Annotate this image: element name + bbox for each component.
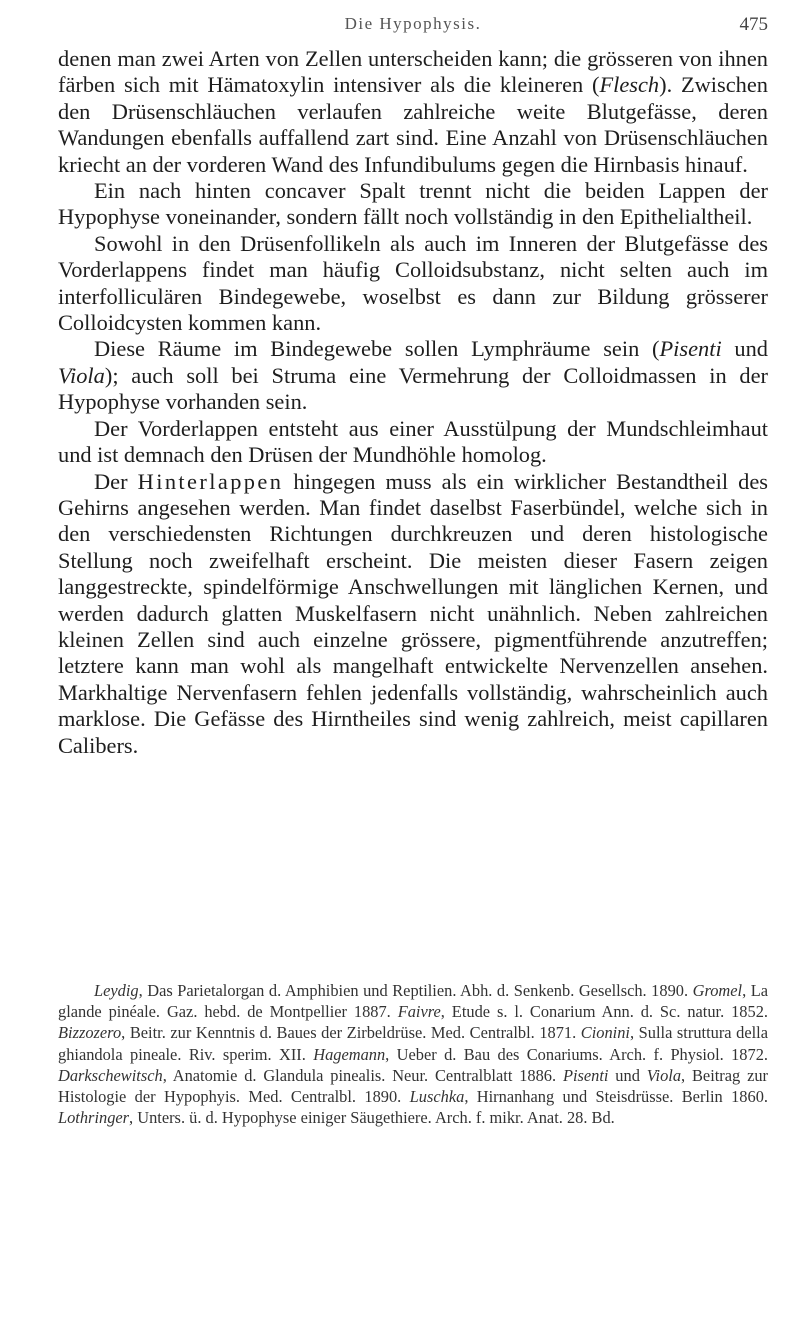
author-name: Pisenti (659, 336, 722, 362)
text-run: , Etude s. l. Conarium Ann. d. Sc. natur. 1852. (440, 1002, 768, 1022)
text-run: , Hirnanhang und Steisdrüsse. Berlin 1860. (464, 1087, 768, 1107)
author-name: Lothringer (58, 1108, 130, 1128)
paragraph-4 (58, 336, 768, 415)
author-name: Cionini (580, 1023, 630, 1043)
paragraph-1 (58, 46, 768, 178)
text-run: denen man zwei Arten von Zellen unterscheiden kann; die grösseren von ihnen färben sich mit Hämatoxylin intensiver als die kleineren ( (58, 46, 768, 98)
author-name: Faivre (397, 1002, 441, 1022)
text-run: Ein nach hinten concaver Spalt trennt nicht die beiden Lappen der Hypophyse voneinander, sondern fällt noch vollständig in den Epithelialtheil. (58, 178, 768, 230)
author-name: Bizzozero (58, 1023, 122, 1043)
author-name: Darkschewitsch (58, 1065, 163, 1085)
author-name: Viola (58, 362, 105, 388)
author-name: Leydig (94, 981, 139, 1000)
text-run: , Unters. ü. d. Hypophyse einiger Säugethiere. Arch. f. mikr. Anat. 28. Bd. (129, 1108, 615, 1128)
text-run: , Ueber d. Bau des Conariums. Arch. f. Physiol. 1872. (385, 1044, 768, 1064)
page-number: 475 (739, 14, 768, 35)
text-run: hingegen muss als ein wirklicher Bestandtheil des Gehirns angesehen werden. Man findet daselbst Faserbündel, welche sich in den verschiedensten Richtungen durchkreuzen und deren histologische Stellung noch zweifelhaft erscheint. Die meisten dieser Fasern zeigen langgestreckte, spindelförmige Anschwellungen mit länglichen Kernen, und werden dadurch glatten Muskelfasern nicht unähnlich. Neben zahlreichen kleinen Zellen sind auch einzelne grössere, pigmentführende anzutreffen; letztere kann man wohl als mangelhaft entwickelte Nervenzellen ansehen. Markhaltige Nervenfasern fehlen jedenfalls vollständig, wahrscheinlich auch marklose. Die Gefässe des Hirntheiles sind wenig zahlreich, meist capillaren Calibers. (58, 468, 768, 758)
text-run: Diese Räume im Bindegewebe sollen Lymphräume sein ( (94, 336, 660, 362)
text-run: und (608, 1065, 647, 1085)
author-name: Luschka (409, 1087, 465, 1107)
references-footnote (58, 980, 768, 1128)
text-run: , Anatomie d. Glandula pinealis. Neur. Centralblatt 1886. (162, 1065, 563, 1085)
text-run: ). Zwischen den Drüsenschläuchen verlaufen zahlreiche weite Blutgefässe, deren Wandungen ebenfalls auffallend zart sind. Eine Anzahl von Drüsenschläuchen kriecht an der vorderen Wand des Infundibulums gegen die Hirnbasis hinauf. (58, 72, 768, 177)
page-header (58, 14, 768, 42)
author-name: Pisenti (562, 1065, 609, 1085)
text-run: , Sulla struttura della ghiandola pineale. Riv. sperim. XII. (58, 1023, 768, 1064)
text-run: Der (94, 468, 138, 494)
body-text (58, 46, 768, 759)
text-run: , Beitr. zur Kenntnis d. Baues der Zirbeldrüse. Med. Centralbl. 1871. (121, 1023, 581, 1043)
author-name: Flesch (599, 72, 660, 98)
text-run: ); auch soll bei Struma eine Vermehrung der Colloidmassen in der Hypophyse vorhanden sein. (58, 362, 768, 415)
paragraph-2 (58, 178, 768, 231)
paragraph-5 (58, 416, 768, 469)
paragraph-3 (58, 231, 768, 337)
text-run: Der Vorderlappen entsteht aus einer Ausstülpung der Mundschleimhaut und ist demnach den Drüsen der Mundhöhle homolog. (58, 415, 768, 468)
emphasized-term: Hinterlappen (137, 468, 284, 494)
text-run: und (721, 336, 768, 362)
paragraph-6 (58, 469, 768, 759)
reference-list (58, 980, 768, 1128)
running-title: Die Hypophysis. (344, 14, 482, 33)
text-run: , Das Parietalorgan d. Amphibien und Reptilien. Abh. d. Senkenb. Gesellsch. 1890. (138, 981, 693, 1000)
author-name: Hagemann (313, 1044, 386, 1064)
author-name: Viola (646, 1065, 682, 1085)
text-run: , Beitrag zur Histologie der Hypophyis. Med. Centralbl. 1890. (58, 1065, 769, 1107)
author-name: Gromel (692, 981, 743, 1000)
text-run: Sowohl in den Drüsenfollikeln als auch im Inneren der Blutgefässe des Vorderlappens findet man häufig Colloidsubstanz, nicht selten auch im interfolliculären Bindegewebe, woselbst es dann zur Bildung grösserer Colloidcysten kommen kann. (58, 230, 768, 336)
text-run: , La glande pinéale. Gaz. hebd. de Montpellier 1887. (58, 981, 768, 1022)
